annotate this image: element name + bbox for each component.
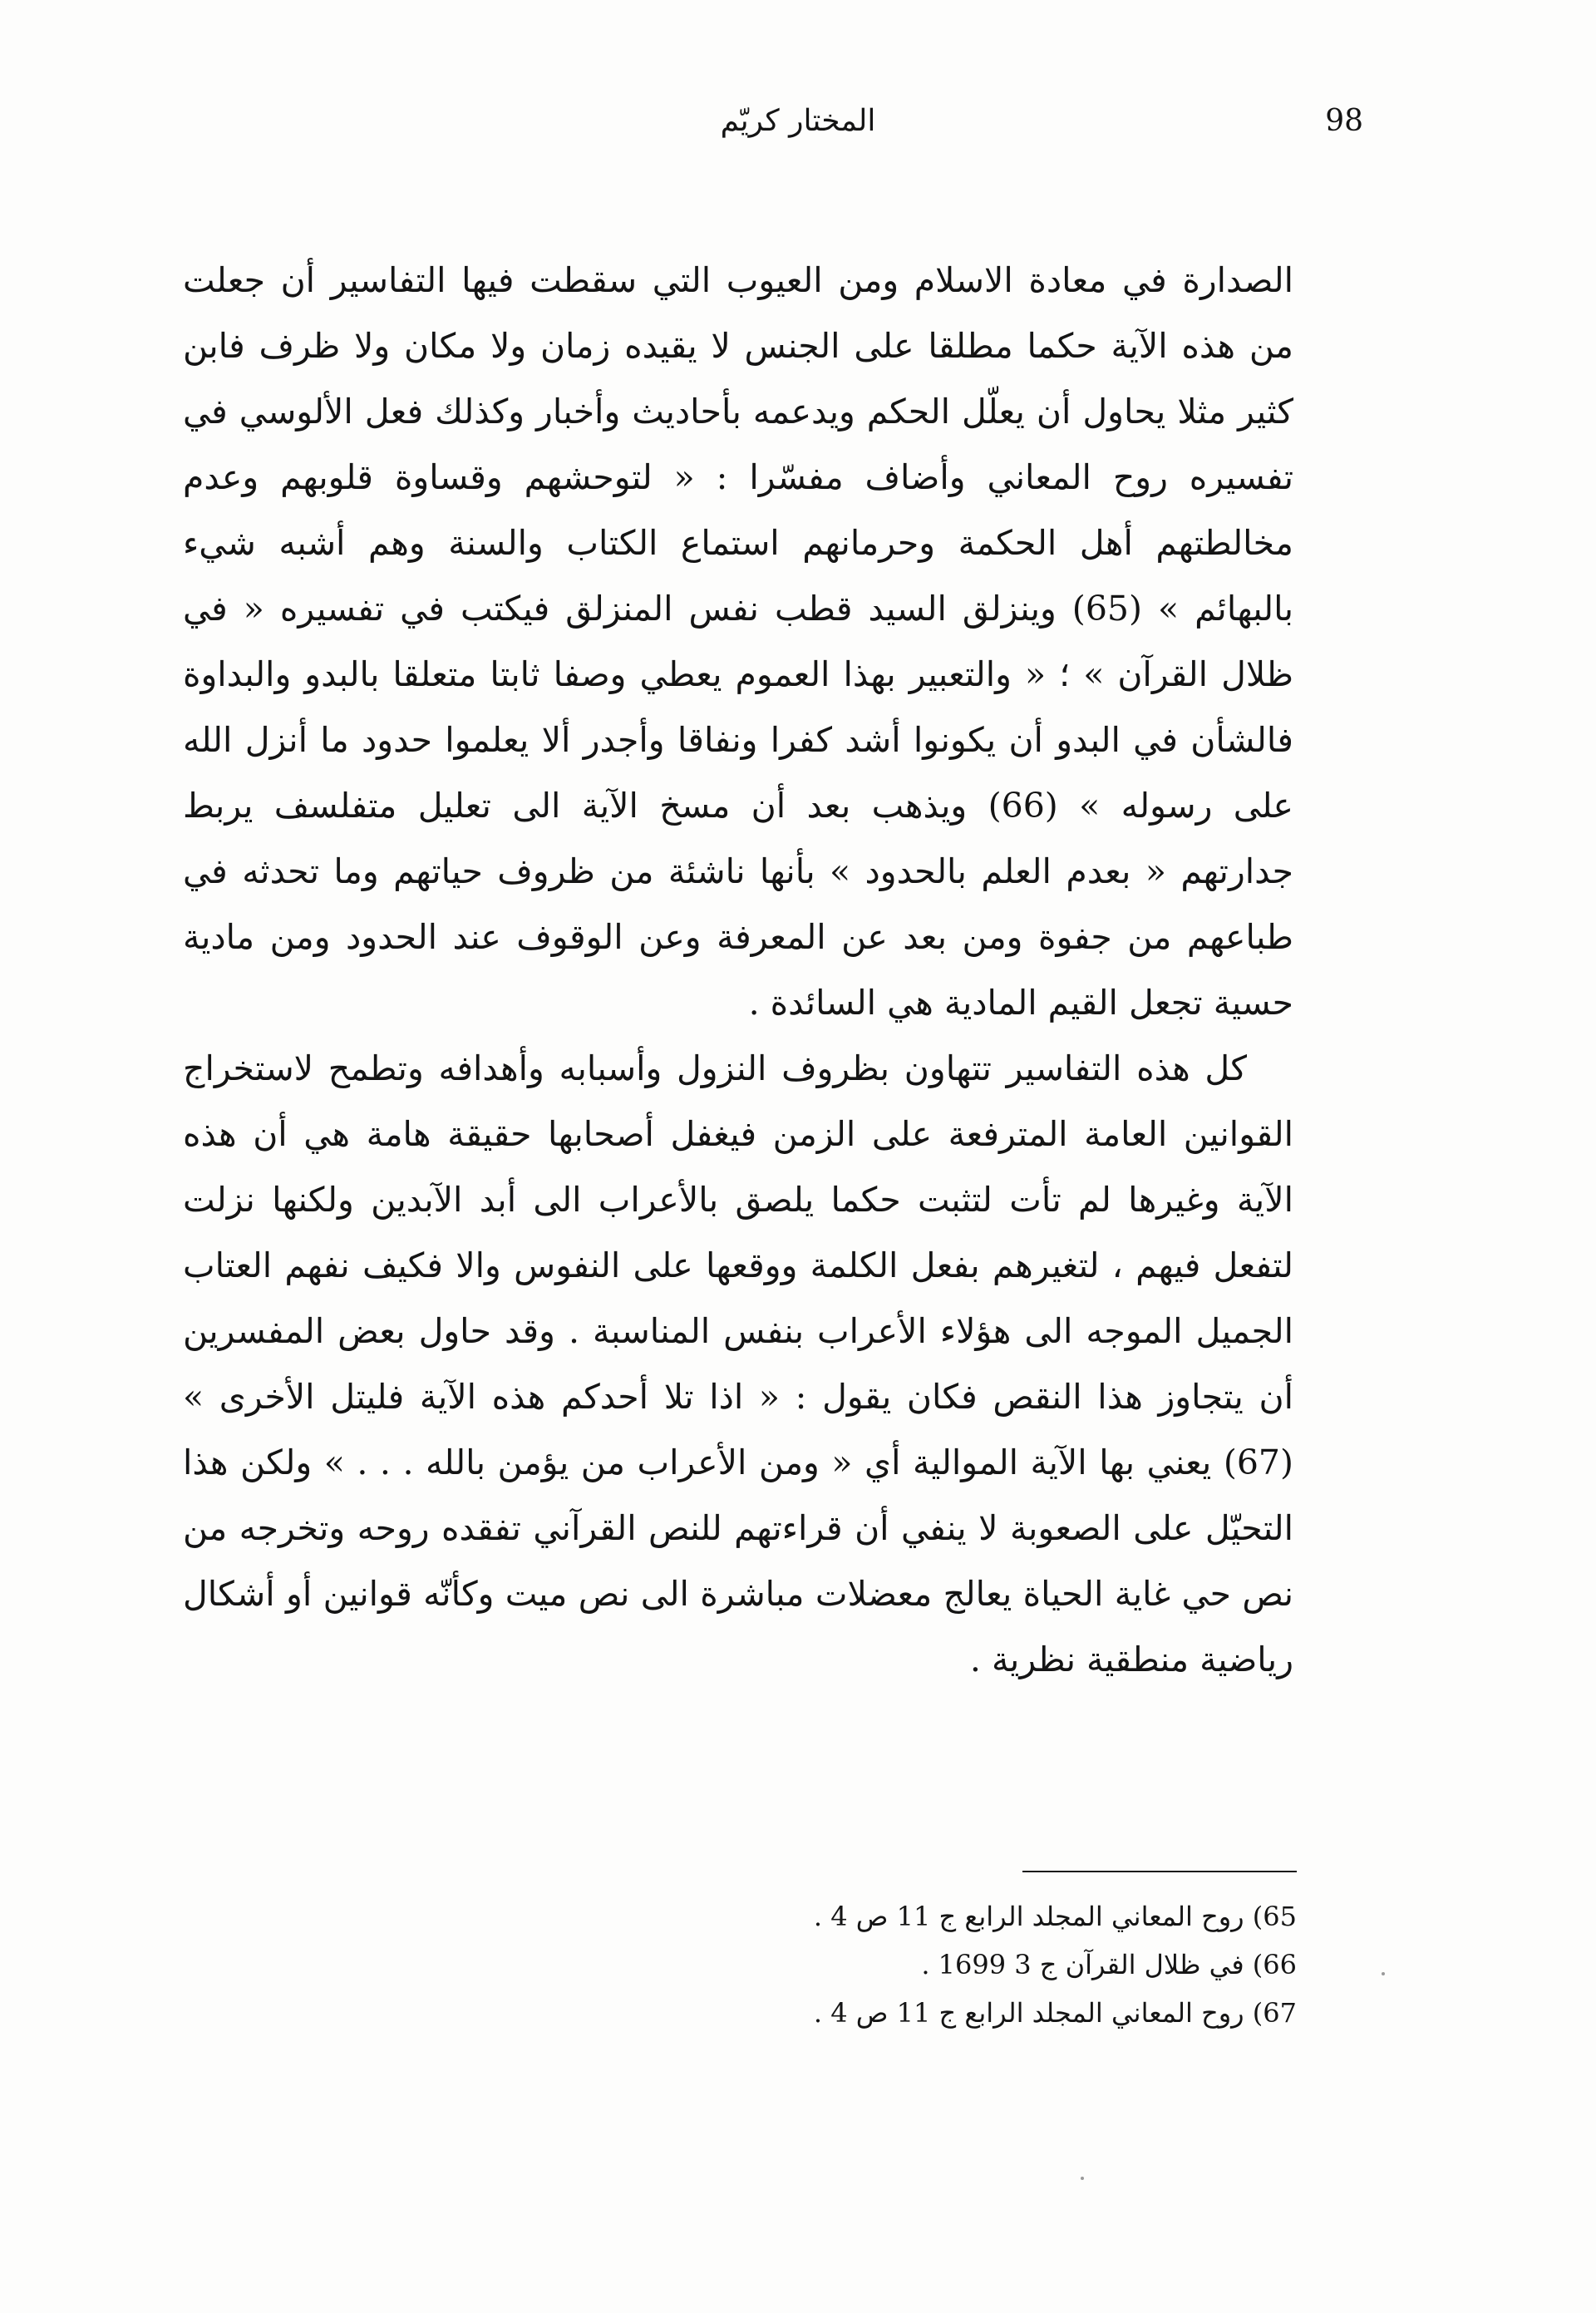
page-number: 98 [1325,104,1363,138]
footnote-divider [1022,1871,1297,1872]
scan-speck [1382,1972,1385,1975]
footnote: 65) روح المعاني المجلد الرابع ج 11 ص 4 . [813,1901,1297,1932]
paragraph: كل هذه التفاسير تتهاون بظروف النزول وأسبابه وأهدافه وتطمح لاستخراج القوانين العامة المترفعة على الزمن فيغفل أصحابها حقيقة هامة هي أن هذه الآية وغيرها لم تأت لتثبت حكما يلصق بالأعراب الى أبد الآبدين ولكنها نزلت لتفعل فيهم ، لتغيرهم بفعل الكلمة ووقعها على النفوس والا فكيف نفهم العتاب الجميل الموجه الى هؤلاء الأعراب بنفس المناسبة . وقد حاول بعض المفسرين أن يتجاوز هذا النقص فكان يقول : « اذا تلا أحدكم هذه الآية فليتل الأخرى » (67) يعني بها الآية الموالية أي « ومن الأعراب من يؤمن بالله . . . » ولكن هذا التحيّل على الصعوبة لا ينفي أن قراءتهم للنص القرآني تفقده روحه وتخرجه من نص حي غاية الحياة يعالج معضلات مباشرة الى نص ميت وكأنّه قوانين أو أشكال رياضية منطقية نظرية . [183,1048,1293,1679]
paragraph: الصدارة في معادة الاسلام ومن العيوب التي سقطت فيها التفاسير أن جعلت من هذه الآية حكما مطلقا على الجنس لا يقيده زمان ولا مكان ولا ظرف فابن كثير مثلا يحاول أن يعلّل الحكم ويدعمه بأحاديث وأخبار وكذلك فعل الألوسي في تفسيره روح المعاني وأضاف مفسّرا : « لتوحشهم وقساوة قلوبهم وعدم مخالطتهم أهل الحكمة وحرمانهم استماع الكتاب والسنة وهم أشبه شيء بالبهائم » (65) وينزلق السيد قطب نفس المنزلق فيكتب في تفسيره « في ظلال القرآن » ؛ « والتعبير بهذا العموم يعطي وصفا ثابتا متعلقا بالبدو والبداوة فالشأن في البدو أن يكونوا أشد كفرا ونفاقا وأجدر ألا يعلموا حدود ما أنزل الله على رسوله » (66) ويذهب بعد أن مسخ الآية الى تعليل متفلسف يربط جدارتهم « بعدم العلم بالحدود » بأنها ناشئة من ظروف حياتهم وما تحدثه في طباعهم من جفوة ومن بعد عن المعرفة وعن الوقوف عند الحدود ومن مادية حسية تجعل القيم المادية هي السائدة . [183,260,1293,1023]
footnotes [515,1892,1297,2037]
footnote: 66) في ظلال القرآن ج 3 1699 . [921,1949,1297,1980]
running-title: المختار كريّم [720,104,876,138]
body-text [183,248,1293,1693]
footnote: 67) روح المعاني المجلد الرابع ج 11 ص 4 . [813,1997,1297,2029]
page-header [183,98,1363,156]
scan-speck [1081,2177,1084,2180]
